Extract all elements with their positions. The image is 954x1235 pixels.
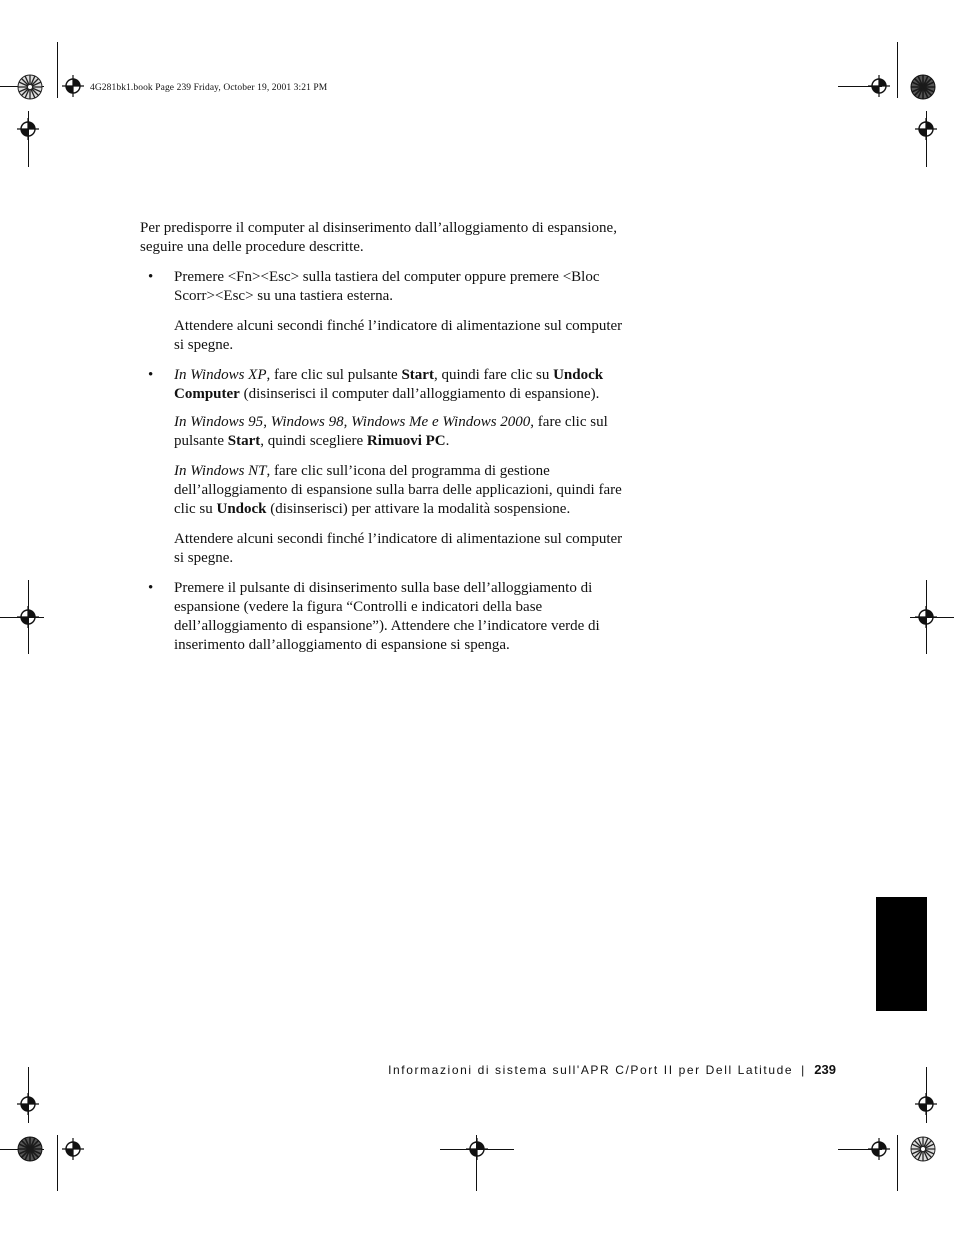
intro-paragraph: Per predisporre il computer al disinserimento dall’alloggiamento di espansione, seguire una delle procedure descritte. [140, 220, 617, 255]
bold-run: Rimuovi PC [366, 433, 446, 449]
page-content [140, 219, 630, 666]
bullet: • [148, 580, 154, 596]
crop-mark [57, 1135, 58, 1191]
text-run: , quindi fare clic su [433, 367, 554, 383]
registration-cross-icon [62, 1138, 84, 1160]
print-slug: 4G281bk1.book Page 239 Friday, October 19, 2001 3:21 PM [90, 83, 328, 93]
page-footer [388, 1062, 836, 1077]
bold-run: Undock Computer [174, 367, 604, 402]
starburst-target-icon [910, 1136, 936, 1162]
registration-cross-icon [915, 1093, 937, 1115]
text-run: Premere il pulsante di disinserimento sulla base dell’alloggiamento di espansione (vedere la figura “Controlli e indicatori della base dell’alloggiamento di espansione”). Attendere che l’indicatore verde di inserimento dall’alloggiamento di espansione si spenga. [174, 580, 600, 653]
italic-run: In Windows 95 [174, 414, 264, 430]
text-run: , fare clic sul pulsante [266, 367, 402, 383]
italic-run: Windows 98 [270, 414, 344, 430]
crop-mark [897, 1135, 898, 1191]
registration-cross-icon [17, 606, 39, 628]
bullet: • [148, 269, 154, 285]
bold-run: Start [227, 433, 261, 449]
registration-cross-icon [466, 1138, 488, 1160]
starburst-target-icon [17, 74, 43, 100]
text-run: Premere <Fn><Esc> sulla tastiera del computer oppure premere <Bloc Scorr><Esc> su una tastiera esterna. [174, 269, 600, 304]
item-paragraph [174, 268, 630, 306]
text-run: (disinserisci il computer dall’alloggiamento di espansione). [239, 386, 600, 402]
bold-run: Start [401, 367, 434, 383]
registration-cross-icon [915, 606, 937, 628]
bold-run: Undock [216, 501, 267, 517]
bullet: • [148, 367, 154, 383]
registration-cross-icon [17, 118, 39, 140]
item-paragraph [174, 366, 630, 404]
item-paragraph [174, 317, 630, 355]
item-paragraph [174, 579, 630, 655]
item-paragraph [174, 530, 630, 568]
section-thumb-tab [876, 897, 927, 1011]
text-run: . [445, 433, 450, 449]
footer-separator: | [801, 1063, 805, 1077]
text-run: Attendere alcuni secondi finché l’indicatore di alimentazione sul computer si spegne. [174, 531, 623, 566]
text-run: , [263, 414, 271, 430]
crop-mark [57, 42, 58, 98]
italic-run: Windows Me e Windows 2000 [351, 414, 531, 430]
italic-run: In Windows XP [174, 367, 267, 383]
page-number: 239 [814, 1062, 836, 1077]
text-run: , quindi scegliere [260, 433, 367, 449]
text-run: Attendere alcuni secondi finché l’indicatore di alimentazione sul computer si spegne. [174, 318, 623, 353]
text-run: , [343, 414, 352, 430]
list-item [140, 268, 630, 355]
item-paragraph [174, 462, 630, 519]
text-run: , fare clic sull’icona del programma di gestione dell’alloggiamento di espansione sulla barra delle applicazioni, quindi fare clic su [174, 463, 622, 517]
item-paragraph [174, 413, 630, 451]
text-run: , fare clic sul pulsante [174, 414, 608, 449]
starburst-target-icon [17, 1136, 43, 1162]
crop-mark [897, 42, 898, 98]
list-item [140, 366, 630, 568]
footer-title: Informazioni di sistema sull'APR C/Port II per Dell Latitude [388, 1063, 794, 1077]
registration-cross-icon [868, 1138, 890, 1160]
registration-cross-icon [868, 75, 890, 97]
italic-run: In Windows NT [174, 463, 267, 479]
list-item [140, 579, 630, 655]
registration-cross-icon [915, 118, 937, 140]
registration-cross-icon [62, 75, 84, 97]
text-run: (disinserisci) per attivare la modalità sospensione. [266, 501, 571, 517]
starburst-target-icon [910, 74, 936, 100]
registration-cross-icon [17, 1093, 39, 1115]
